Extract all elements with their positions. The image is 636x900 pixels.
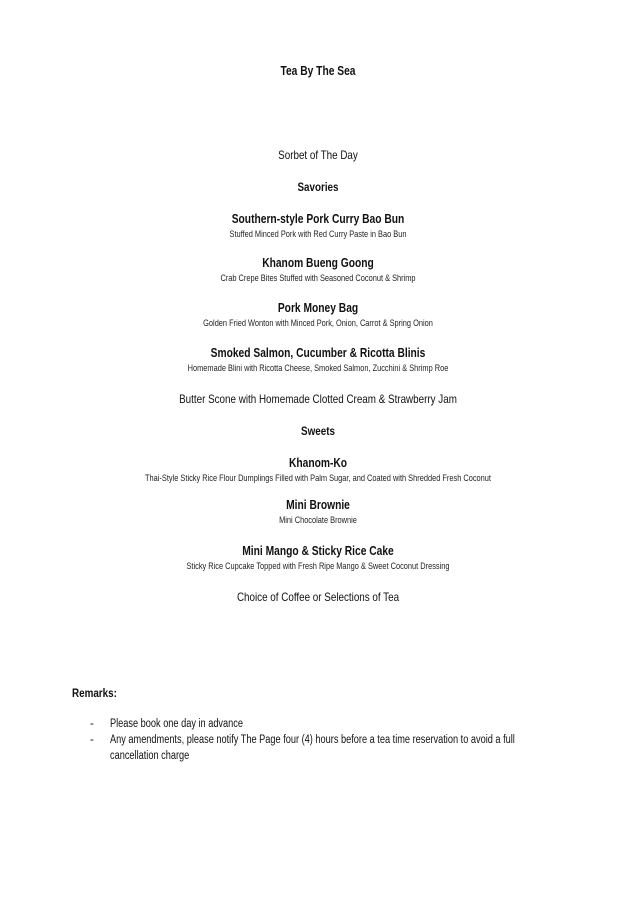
dish-description: Mini Chocolate Brownie	[279, 515, 357, 526]
dish-description: Golden Fried Wonton with Minced Pork, Onion, Carrot & Spring Onion	[203, 318, 433, 329]
dish-description: Stuffed Minced Pork with Red Curry Paste in Bao Bun	[229, 229, 407, 240]
remark-text: cancellation charge	[110, 750, 190, 762]
dish-description: Sticky Rice Cupcake Topped with Fresh Ripe Mango & Sweet Coconut Dressing	[186, 561, 450, 572]
opening-item: Sorbet of The Day	[278, 148, 358, 162]
bullet-dash: -	[90, 734, 94, 746]
dish-description: Thai-Style Sticky Rice Flour Dumplings Filled with Palm Sugar, and Coated with Shredded Fresh Coconut	[145, 473, 491, 484]
dish-name: Mini Mango & Sticky Rice Cake	[242, 544, 394, 558]
savories-footer: Butter Scone with Homemade Clotted Cream & Strawberry Jam	[179, 392, 457, 406]
dish-name: Mini Brownie	[286, 498, 350, 512]
section-heading-sweets: Sweets	[301, 424, 335, 438]
remarks-title: Remarks:	[72, 686, 117, 700]
dish-name: Southern-style Pork Curry Bao Bun	[231, 212, 405, 226]
dish-name: Smoked Salmon, Cucumber & Ricotta Blinis	[210, 346, 426, 360]
dish-description: Homemade Blini with Ricotta Cheese, Smoked Salmon, Zucchini & Shrimp Roe	[187, 363, 449, 374]
menu-title: Tea By The Sea	[280, 64, 356, 78]
remark-text: Any amendments, please notify The Page four (4) hours before a tea time reservation to avoid a full	[110, 734, 515, 746]
dish-name: Pork Money Bag	[277, 301, 359, 315]
remark-text: Please book one day in advance	[110, 718, 243, 730]
bullet-dash: -	[90, 718, 94, 730]
dish-description: Crab Crepe Bites Stuffed with Seasoned Coconut & Shrimp	[220, 273, 416, 284]
dish-name: Khanom Bueng Goong	[262, 256, 374, 270]
sweets-footer: Choice of Coffee or Selections of Tea	[236, 590, 400, 604]
dish-name: Khanom-Ko	[288, 456, 348, 470]
section-heading-savories: Savories	[297, 180, 339, 194]
